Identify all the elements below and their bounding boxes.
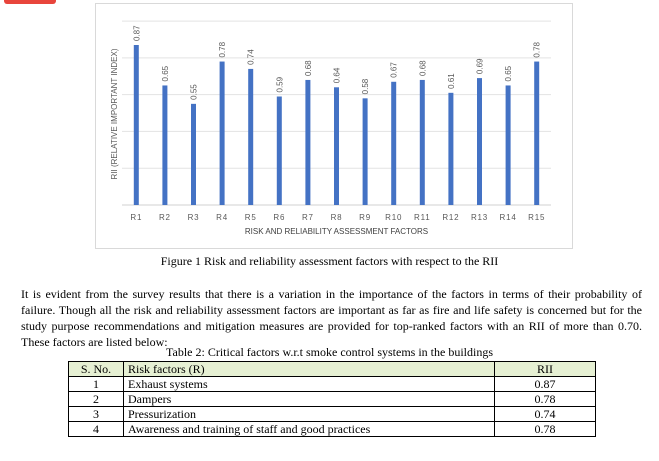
chart-frame (95, 3, 573, 249)
x-tick-label: R9 (359, 213, 372, 222)
cell-risk-factor: Pressurization (124, 407, 495, 422)
table-row (69, 377, 596, 392)
data-label: 0.61 (446, 73, 456, 89)
bar (334, 87, 339, 205)
data-label: 0.64 (332, 67, 342, 84)
x-tick-label: R12 (442, 213, 460, 222)
bar (162, 85, 167, 205)
data-label: 0.68 (303, 60, 313, 76)
x-tick-label: R15 (528, 213, 546, 222)
bar (448, 93, 453, 205)
y-axis-title: RII (RELATIVE IMPORTANT INDEX) (110, 48, 119, 180)
table-header-row (69, 362, 596, 377)
header-risk-factor: Risk factors (R) (124, 362, 495, 377)
data-label: 0.55 (189, 84, 199, 100)
x-tick-label: R4 (216, 213, 229, 222)
x-tick-label: R3 (187, 213, 200, 222)
data-label: 0.78 (532, 41, 542, 58)
bar (134, 45, 139, 205)
cell-sno: 3 (69, 407, 124, 422)
x-tick-label: R1 (130, 213, 143, 222)
x-tick-label: R5 (244, 213, 257, 222)
bar (391, 82, 396, 205)
cell-sno: 2 (69, 392, 124, 407)
rii-bar-chart (96, 4, 574, 250)
bar (277, 96, 282, 205)
table-row (69, 422, 596, 437)
x-tick-label: R10 (385, 213, 403, 222)
data-label: 0.74 (246, 49, 256, 65)
bar (248, 69, 253, 205)
cell-rii: 0.87 (495, 377, 596, 392)
cell-sno: 4 (69, 422, 124, 437)
cell-rii: 0.78 (495, 422, 596, 437)
cell-risk-factor: Dampers (124, 392, 495, 407)
red-tab-mark (4, 0, 56, 4)
header-sno: S. No. (69, 362, 124, 377)
x-tick-label: R13 (470, 213, 489, 222)
data-label: 0.65 (504, 65, 514, 82)
data-label: 0.59 (275, 76, 285, 93)
x-tick-label: R11 (414, 213, 431, 222)
cell-risk-factor: Awareness and training of staff and good practices (124, 422, 495, 437)
table-row (69, 407, 596, 422)
header-rii: RII (495, 362, 596, 377)
data-label: 0.69 (475, 58, 485, 75)
x-tick-label: R6 (273, 213, 286, 222)
data-label: 0.78 (218, 41, 228, 58)
x-tick-label: R14 (499, 213, 517, 222)
bar (305, 80, 310, 205)
critical-factors-table (68, 361, 596, 437)
cell-rii: 0.78 (495, 392, 596, 407)
x-tick-label: R2 (158, 213, 171, 222)
bar (477, 78, 482, 205)
data-label: 0.87 (132, 25, 142, 41)
bar (191, 104, 196, 205)
x-axis-title: RISK AND RELIABILITY ASSESSMENT FACTORS (244, 227, 429, 236)
bar (363, 98, 368, 205)
bar (534, 62, 539, 205)
bar (220, 62, 225, 205)
cell-rii: 0.74 (495, 407, 596, 422)
figure-caption: Figure 1 Risk and reliability assessment factors with respect to the RII (160, 254, 499, 268)
x-tick-label: R7 (301, 213, 314, 222)
data-label: 0.68 (418, 60, 428, 76)
table-row (69, 392, 596, 407)
table-caption: Table 2: Critical factors w.r.t smoke control systems in the buildings (166, 345, 493, 359)
cell-risk-factor: Exhaust systems (124, 377, 495, 392)
bar (506, 85, 511, 205)
data-label: 0.58 (361, 78, 371, 95)
cell-sno: 1 (69, 377, 124, 392)
data-label: 0.65 (160, 65, 170, 82)
body-paragraph: It is evident from the survey results that there is a variation in the importance of the factors in terms of their probability of failure. Though all the risk and reliability assessment factors are important as far as fire and life safety is concerned but for the study purpose recommendations and mitigation measures are provided for top-ranked factors with an RII of more than 0.70. These factors are listed below: (21, 287, 642, 349)
x-tick-label: R8 (330, 213, 343, 222)
bar (420, 80, 425, 205)
data-label: 0.67 (389, 62, 399, 78)
